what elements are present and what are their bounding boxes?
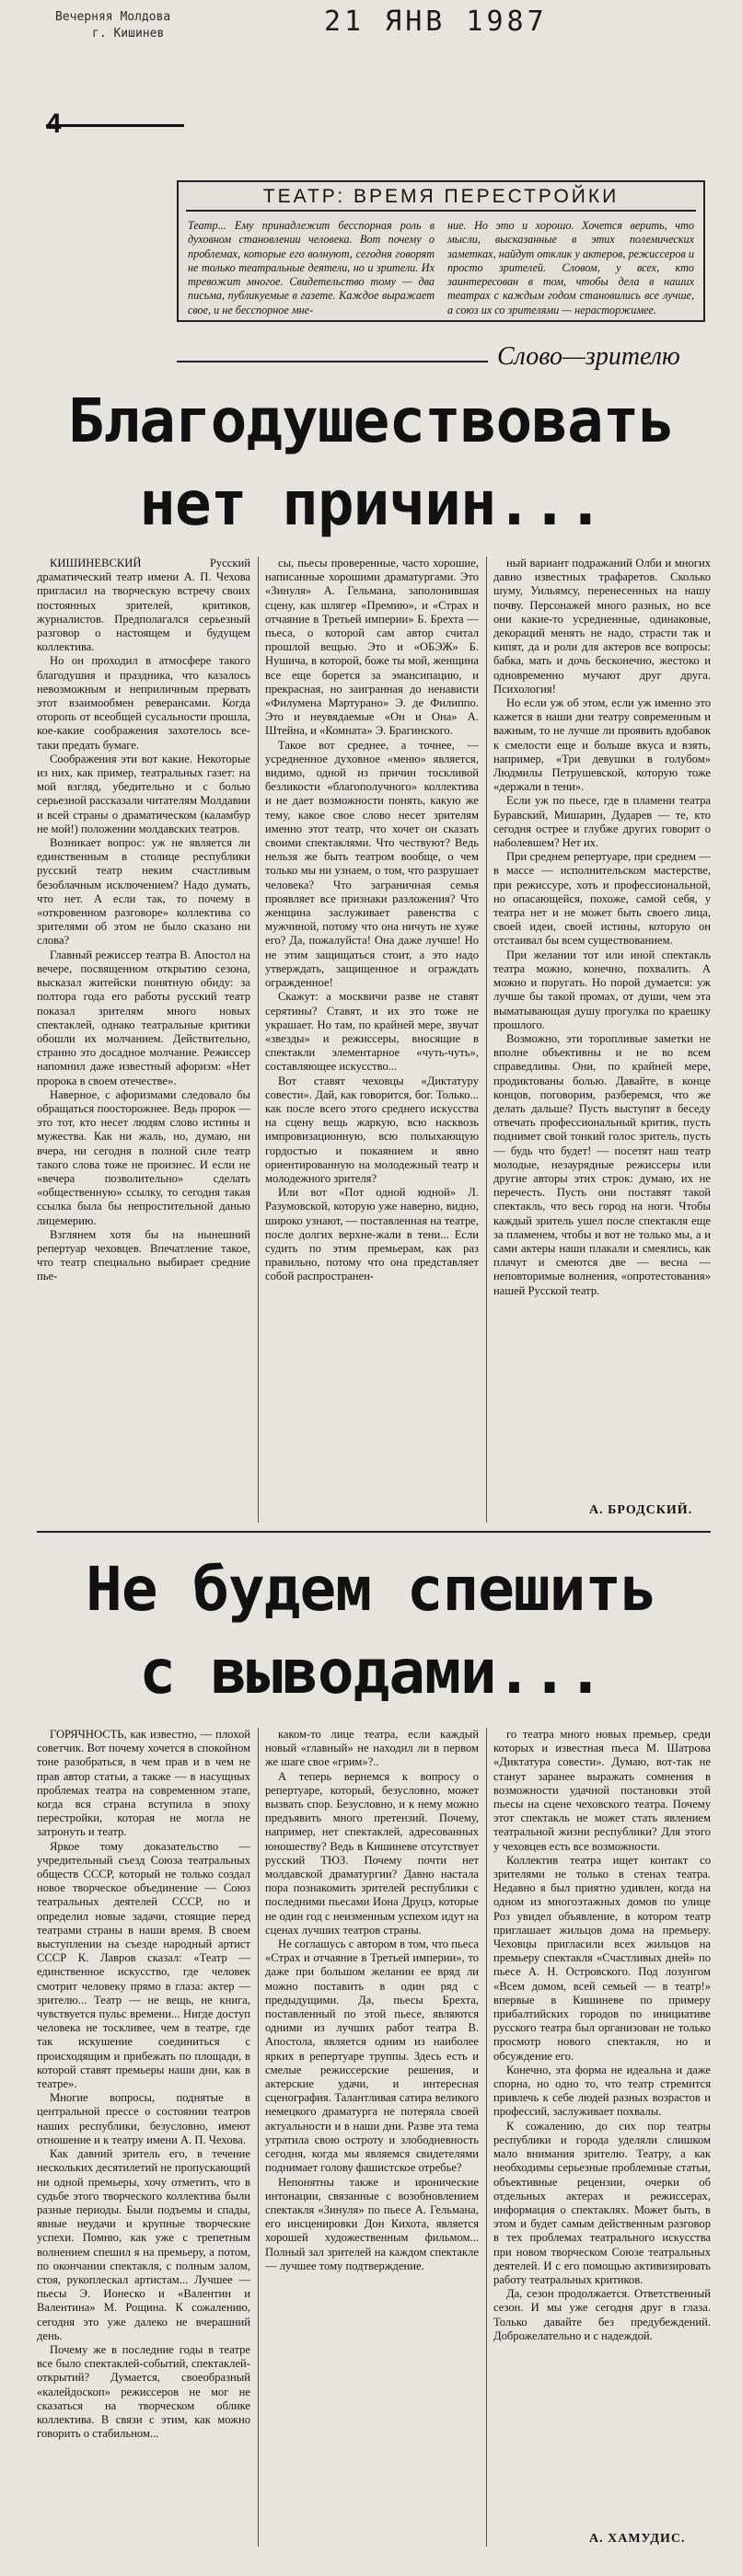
article2-column-2	[265, 1728, 479, 2547]
article1-headline-line2: нет причин...	[139, 468, 603, 539]
rubric-title: ТЕАТР: ВРЕМЯ ПЕРЕСТРОЙКИ	[262, 186, 620, 207]
paragraph: Конечно, эта форма не идеальна и даже спорна, но одно то, что театр стремится привлечь к себе людей разных возрастов и профессий, заслуживает похвалы.	[493, 2063, 711, 2119]
rubric-divider	[186, 210, 696, 212]
rubric-box	[177, 180, 705, 322]
article2-author: А. ХАМУДИС.	[589, 2532, 686, 2546]
paragraph: Не соглашусь с автором в том, что пьеса «Страх и отчаяние в Третьей империи», то даже при большом желании ее вряд ли можно поставить в один ряд с предыдущими. Да, пьесы Брехта, поставленный по этой пьесе, являются одними из лучших работ театра В. Апостола, является одним из наиболее ярких в репертуаре труппы. Здесь есть и смелые режиссерские решения, и актерские удачи, и интересная сценография. Талантливая сатира великого немецкого драматурга не потеряла своей актуальности и в наши дни. Разве эта тема утратила свою остроту и злободневность сегодня, когда мы являемся свидетелями поднимает голову фашистское отребье?	[265, 1938, 479, 2175]
paragraph: ГОРЯЧНОСТЬ, как известно, — плохой советчик. Вот почему хочется в спокойном тоне разобраться, в чем прав и в чем не прав автор статьи, а также — в насущных проблемах театра на современном этапе, когда вся страна вступила в эпоху перестройки, которая не могла не затронуть и театр.	[37, 1728, 250, 1839]
stamp-newspaper-name: Вечерняя Молдова	[55, 10, 171, 24]
rubric-signature: Слово—зрителю	[497, 342, 680, 371]
paragraph: Непонятны также и иронические интонации, связанные с возобновлением спектакля «Зинуля» по пьесе А. Гельмана, его инсценировки Дон Кихота, является хорошей художественным фильмом... Полный зал зрителей на каждом спектакле — лучшее тому подтверждение.	[265, 2175, 479, 2272]
column-divider	[258, 1728, 259, 2547]
paragraph: Наверное, с афоризмами следовало бы обращаться поосторожнее. Ведь пророк — это тот, кто несет людям слово истины и мужества. Как ни жаль, но, думаю, ни вчера, ни сегодня в полной силе театр такого слова тоже не произнес. И если не «вечера позволительно» сделать «общественную» ссылку, то сегодня такая ссылка была бы непростительной данью лицемерию.	[37, 1087, 250, 1227]
article1-column-2	[265, 557, 479, 1523]
paragraph: Как давний зритель его, в течение нескольких десятилетий не пропускающий ни одной премьеры, хочу отметить, что в судьбе этого творческого коллектива были разные периоды. Были подъемы и спады, явные неудачи и крупные творческие успехи. Помню, как уже с трепетным волнением спешил я на премьеру, а потом, по окончании спектакля, с полным залом, стоя, рукоплескал артистам... Лучшее — пьесы Э. Ионеско и «Валентин и Валентина» М. Рощина. К сожалению, сегодня это уже далеко не вчерашний день.	[37, 2147, 250, 2342]
stamp-city: г. Кишинев	[92, 27, 165, 40]
top-divider	[46, 124, 184, 127]
paragraph: Скажут: а москвичи разве не ставят серятины? Ставят, и их это тоже не украшает. Но там, по крайней мере, звучат «звезды» и режиссеры, вносящие в спектакли элементарное «чуть-чуть», составляющее искусство...	[265, 990, 479, 1074]
paragraph: Возможно, эти торопливые заметки не вполне объективны и не во всем справедливы. Они, по крайней мере, продиктованы болью. Давайте, в конце концов, поговорим, разберемся, что же делать дальше? Пусть выступят в беседу отвечать профессиональный критик, пусть поднимет свой тонкий голос зритель, пусть — будь что будет! — посетят наш театр молодые, незаурядные режиссеры или другие авторы этих строк: думаю, их не перечесть. Пусть они поставят такой спектакль, что весь город на ноги. Чтобы каждый зритель ушел после спектакля еще за пламенем, чтобы и вот не только мы, а и сами актеры наши плакали и смеялись, как плачут и смеются две — весна — неповторимые волнения, «опротестования» нашей Русской театр.	[493, 1031, 711, 1297]
paragraph: При среднем репертуаре, при среднем — в массе — исполнительском мастерстве, при режиссуре, хоть и профессиональной, но опасающейся, похоже, самой себя, у театра нет и не может быть своего лица, своей идеи, своей истины, которую он отстаивал бы всем существованием.	[493, 850, 711, 948]
article1-column-3	[493, 557, 711, 1500]
paragraph: А теперь вернемся к вопросу о репертуаре, который, безусловно, может вызвать спор. Безусловно, и к нему можно предъявить много претензий. Почему, например, нет спектаклей, адресованных юношеству? Ведь в Кишиневе отсутствует русский ТЮЗ. Почему почти нет молдавской драматургии? Давно настала пора познакомить зрителей республики с последними пьесами Иона Друцэ, которые не один год с неизменным успехом идут на сценах лучших театров страны.	[265, 1769, 479, 1937]
article2-headline-line2: с выводами...	[139, 1637, 603, 1708]
date-stamp: 21 ЯНВ 1987	[324, 6, 548, 38]
paragraph: Если уж по пьесе, где в пламени театра Буравский, Мишарин, Дударев — те, кто сегодня острее и глубже других говорит о наболевшем? Нет их.	[493, 794, 711, 850]
rubric-text-col2: ние. Но это и хорошо. Хочется верить, что мысли, высказанные в этих полемических заметках, найдут отклик у актеров, режиссеров и просто зрителей. Словом, у всех, кто заинтересован в том, чтобы дела в наших театрах с каждым годом становились все лучше, а союз их со зрителями — нерасторжимее.	[447, 219, 694, 316]
article1-author: А. БРОДСКИЙ.	[589, 1503, 693, 1517]
paragraph: го театра много новых премьер, среди которых и известная пьеса М. Шатрова «Диктатура совести». Думаю, вот-так не станут заранее выражать сомнения в возможности удачной постановки этой пьесы на сцене чеховского театра. Почему этот спектакль не может стать явлением театральной жизни республики? Для этого у чеховцев есть все возможности.	[493, 1728, 711, 1853]
paragraph: Или вот «Пот одной юдной» Л. Разумовской, которую уже наверно, видно, широко узнают, — поставленная на театре, после долгих верхне-жали в тени... Если судить по этим премьерам, как раз правильно, потому что она представляет собой распространен-	[265, 1186, 479, 1283]
rubric-signature-line	[177, 361, 488, 362]
paragraph: Взглянем хотя бы на нынешний репертуар чеховцев. Впечатление такое, что театр специально выбирает средние пье-	[37, 1227, 250, 1283]
article2-column-3	[493, 1728, 711, 2519]
paragraph: Яркое тому доказательство — учредительный съезд Союза театральных обществ СССР, который не только создал новое творческое объединение — Союз театральных деятелей СССР, но и определил новые задачи, стоящие перед театрами страны в наши время. В своем выступлении на съезде народный артист СССР К. Лавров сказал: «Театр — единственное искусство, где человек смотрит человеку прямо в глаза: актер — зрителю... Театр — не вещь, не книга, чувствуется пульс времени... Нигде доступ человека не тоскливее, чем в театре, где так искушение соединиться с происходящим и прибежать по площади, в которой ставят премьеры наши дни, как в театре».	[37, 1839, 250, 2091]
column-divider	[486, 1728, 487, 2547]
paragraph: ный вариант подражаний Олби и многих давно известных трафаретов. Сколько шуму, Уильямсу, перенесенных на нашу почву. Персонажей много разных, но все они какие-то усредненные, одинаковые, декораций менять не надо, страсти так и кипят, да и роли для актеров все вопросы: бабка, мать и дочь бесконечно, жестоко и одновременно мучают друг друга. Психология!	[493, 557, 711, 696]
article1-headline-line1: Благодушествовать	[67, 385, 675, 456]
paragraph: Возникает вопрос: уж не является ли единственным в столице республики русский театр неким счастливым безоблачным исключением? Надо думать, что нет. А если так, то почему в «откровенном разговоре» коллектива со зрителями об этом не было сказано ни слова?	[37, 836, 250, 948]
paragraph: КИШИНЕВСКИЙ Русский драматический театр имени А. П. Чехова пригласил на творческую встречу своих постоянных зрителей, критиков, журналистов. Предполагался серьезный разговор о настоящем и будущем коллектива.	[37, 557, 250, 654]
paragraph: Да, сезон продолжается. Ответственный сезон. И мы уже сегодня друг в глаза. Только давайте без предубеждений. Доброжелательно и с надеждой.	[493, 2287, 711, 2342]
paragraph: Вот ставят чеховцы «Диктатуру совести». Дай, как говорится, бог. Только... как после всего этого среднего искусства на сцену вещь жаркую, всю насквозь импровизационную, всю полыхающую гордостью и покаянием и явно ориентированную на молодежный театр и молодежного зрителя?	[265, 1074, 479, 1185]
paragraph: каком-то лице театра, если каждый новый «главный» не находил ли в первом же шаге свое «грим»?..	[265, 1728, 479, 1769]
paragraph: Но он проходил в атмосфере такого благодушия и праздника, что казалось невозможным и неприличным прервать этот взаимообмен реверансами. Когда оторопь от всеобщей сусальности прошла, кое-какие соображения захотелось все-таки предать бумаге.	[37, 654, 250, 752]
clipping-stamp	[55, 9, 203, 42]
column-divider	[258, 557, 259, 1523]
article2-column-1	[37, 1728, 250, 2547]
paragraph: Многие вопросы, поднятые в центральной прессе о состоянии театров наших республики, безусловно, имеют отношение и к театру имени А. П. Чехова.	[37, 2091, 250, 2146]
paragraph: Такое вот среднее, а точнее, — усредненное духовное «меню» является, видимо, одной из причин тоскливой безликости «благополучного» коллектива и не дает возможности понять, какую же тему, какое свое слово несет зрителям именно этот театр, что хочет он сказать своими спектаклями. Что чествуют? Ведь нельзя же быть театром вообще, о чем только мы ни узнаем, о том, что разрушает человека? Что заграничная семья проявляет все признаки разложения? Что женщина заслуживает равенства с мужчиной, потому что она ничуть не хуже его? Да, пожалуйста! Она даже лучше! Но не этим защищаться стоит, а это надо утверждать, защищенное и ограждать огражденное!	[265, 738, 479, 990]
article-divider	[37, 1531, 711, 1533]
paragraph: Но если уж об этом, если уж именно это кажется в наши дни театру современным и важным, то не лучше ли проявить вдобавок к смелости еще и больше вкуса и взять, например, «Три девушки в голубом» Людмилы Петрушевской, которую тоже «держали в тени».	[493, 696, 711, 794]
paragraph: Коллектив театра ищет контакт со зрителями не только в стенах театра. Недавно я был приятно удивлен, когда на одном из многоэтажных домов по улице Роз увидел объявление, в котором театр приглашает жильцов дома на премьеру. Чеховцы пригласили всех жильцов на премьеру спектакля «Счастливых дней» по пьесе А. Н. Островского. Под лозунгом «Всем домом, всей семьей — в театр!» впервые в Кишиневе по примеру прибалтийских городов по инициативе русского театра был организован не только просмотр нового спектакля, но и обсуждение его.	[493, 1853, 711, 2063]
paragraph: сы, пьесы проверенные, часто хорошие, написанные хорошими драматургами. Это «Зинуля» А. Гельмана, заполонившая сцену, как шлягер «Премию», и «Страх и отчаяние в Третьей империи» Б. Брехта — пьеса, о которой сам автор считал прошлой вещью. Это и «ОБЭЖ» Б. Нушича, в которой, боже ты мой, женщина все еще борется за эмансипацию, и прекрасная, но заигранная до ненависти «Филумена Мартурано» Э. де Филиппо. Это и неувядаемые «Он и Она» А. Штейна, и «Комната» Э. Брагинского.	[265, 557, 479, 738]
paragraph: Главный режиссер театра В. Апостол на вечере, посвященном открытию сезона, высказал житейски понятную обиду: за полтора года его работы русский театр показал зрителям много новых спектаклей, однако театральные критики обошли их молчанием. Действительно, странно это досадное молчание. Режиссер напомнил даже известный афоризм: «Нет пророка в своем отечестве».	[37, 948, 250, 1087]
article1-column-1	[37, 557, 250, 1523]
rubric-text-col1: Театр... Ему принадлежит бесспорная роль в духовном становлении человека. Вот почему о проблемах, которые его волнуют, сегодня говорят не только театральные деятели, но и зрители. Их тревожит многое. Свидетельство тому — два письма, публикуемые в газете. Каждое выражает свое, и не бесспорное мне-	[188, 219, 435, 316]
paragraph: Соображения эти вот какие. Некоторые из них, как пример, театральных газет: на мой взгляд, убедительно и с болью серьезной рассказали читателям Молдавии и всей страны о драматическом (каламбур не мой!) положении молдавских театров.	[37, 752, 250, 835]
column-divider	[486, 557, 487, 1523]
paragraph: К сожалению, до сих пор театры республики и города уделяли слишком мало внимания зрителю. Театру, а как необходимы серьезные проблемные статьи, объективные рецензии, очерки об отдельных актерах и режиссерах, информация о спектаклях. Может быть, в этом и будет самым действенным разговор в тех проблемах театрального искусства при новом творческом Союзе театральных деятелей. И с его помощью активизировать работу театральных критиков.	[493, 2119, 711, 2286]
article2-headline-line1: Не будем спешить	[86, 1554, 656, 1625]
paragraph: При желании тот или иной спектакль театра можно, конечно, похвалить. А можно и поругать. Но порой думается: уж лучше бы такой промах, от души, чем эта выматывающая душу прогулка по краешку прошлого.	[493, 948, 711, 1031]
paragraph: Почему же в последние годы в театре все было спектаклей-событий, спектаклей-открытий? Думается, своеобразный «калейдоскоп» режиссеров не мог не сказаться на творческом облике коллектива. В связи с этим, как можно говорить о стабильном...	[37, 2342, 250, 2441]
